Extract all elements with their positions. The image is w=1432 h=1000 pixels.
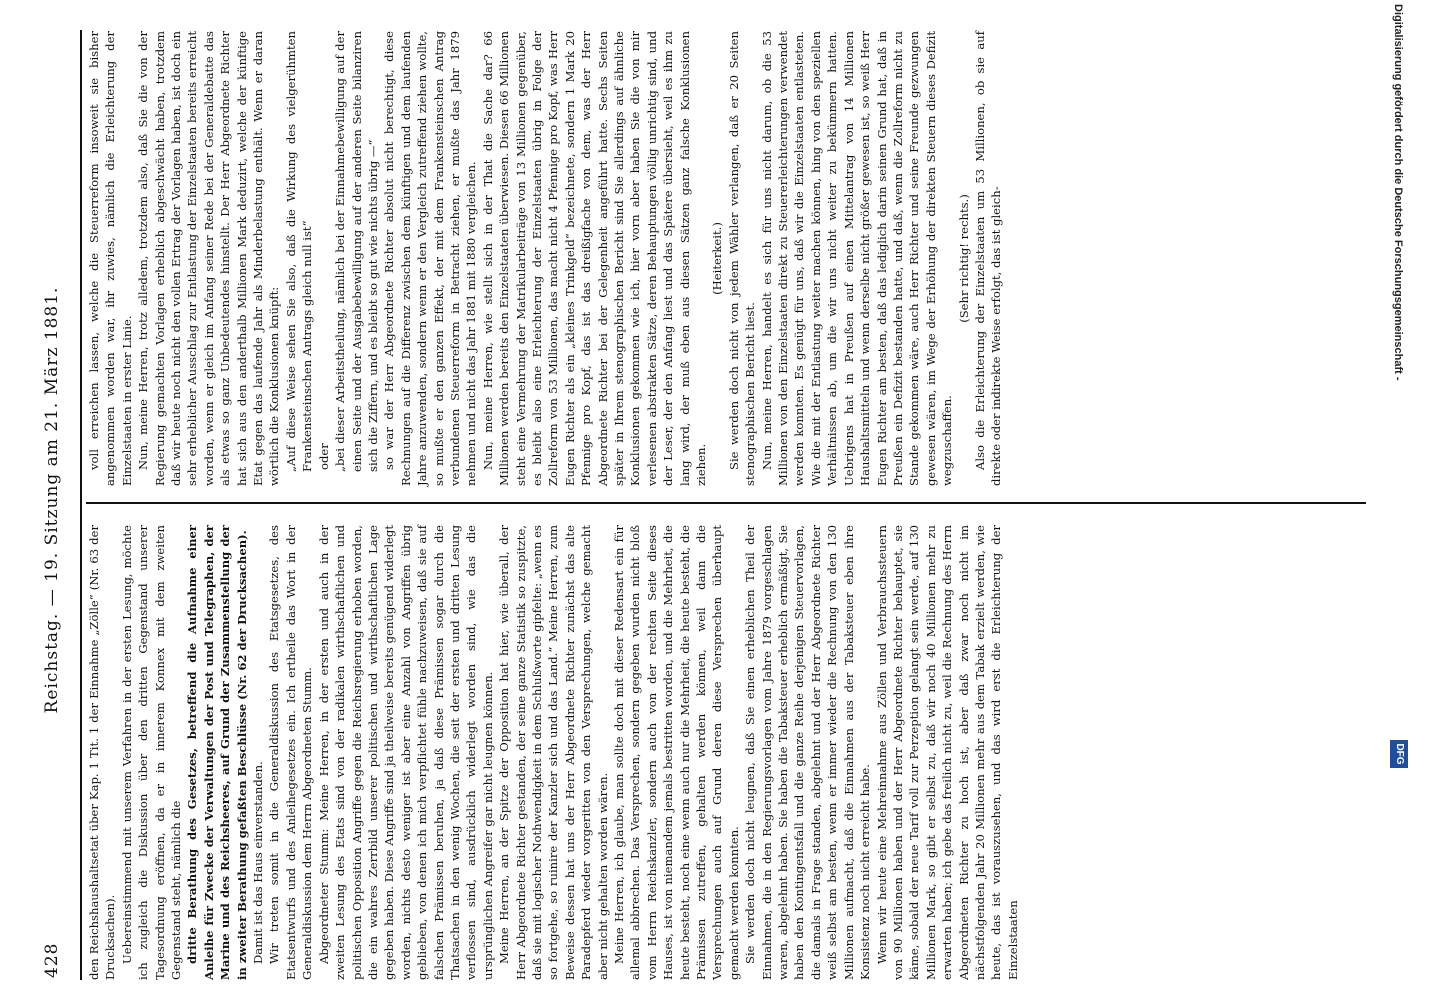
- paragraph: Sie werden doch nicht von jedem Wähler verlangen, daß er 20 Seiten stenographischen Bericht liest.: [726, 31, 758, 486]
- agenda-item: dritte Berathung des Gesetzes, betreffend die Aufnahme einer Anleihe für Zwecke der Verwaltungen der Post und Telegraphen, der Marine und des Reichsheeres, auf Grund der Zusammenstellung der in zweiter Berathung gefaßten Beschlüsse (Nr. 62 der Drucksachen).: [185, 525, 249, 980]
- running-title: Reichstag. — 19. Sitzung am 21. März 1881.: [42, 286, 62, 714]
- digitization-watermark: [1384, 0, 1432, 1000]
- interjection: (Heiterkeit.): [710, 222, 725, 295]
- quotation: „bei dieser Arbeitstheilung, nämlich bei der Einnahmebewilligung auf der einen Seite und der Ausgabebewilligung auf der anderen Seite bilanziren sich die Ziffern, und es bleibt so gut wie nichts übrig —“: [333, 31, 380, 472]
- left-column: [86, 525, 1020, 980]
- speech-paragraph: Sie werden doch nicht leugnen, daß Sie einen erheblichen Theil der Einnahmen, die in den Regierungsvorlagen vom Jahre 1879 vorgeschlagen waren, abgelehnt haben. Sie haben die Tabaksteuer erheblich ermäßigt, Sie haben den Kontingentsfall und die ganze Reihe derjenigen Steuervorlagen, die damals in Frage standen, abgelehnt und der Herr Abgeordnete Richter weiß selbst am besten, wenn er immer wieder die Rechnung von den 130 Millionen aufmacht, daß die Einnahmen aus der Tabaksteuer eben ihre Konsistenz noch nicht erreicht habe.: [743, 525, 873, 980]
- column-divider: [86, 503, 1366, 505]
- paragraph: Damit ist das Haus einverstanden.: [251, 761, 266, 964]
- paragraph: Nun, meine Herren, handelt es sich für uns nicht darum, ob die 53 Millionen von den Einzelstaaten direkt zu Steuererleichterungen verwendet werden konnten. Es genügt für uns, daß wir die Einzelstaaten entlasteten. Wie die mit der Entlastung weiter machen können, hing von den speziellen Verhältnissen ab, um die wir uns nicht weiter zu bekümmern hatten. Uebrigens hat in Preußen auf einen Mittelantrag von 14 Millionen Haushaltsmitteln und wenn derselbe nicht größer gewesen ist, so weiß Herr Eugen Richter am besten, daß das lediglich darin seinen Grund hat, daß in Preußen ein Defizit bestanden hatte, und daß, wenn die Zollreform nicht zu Stande gekommen wäre, auch Herr Richter und seine Freunde gezwungen gewesen wären, im Wege der Erhöhung der direkten Steuern dieses Defizit wegzuschaffen.: [759, 31, 955, 486]
- quotation: „Auf diese Weise sehen Sie also, daß die Wirkung des vielgerühmten Frankensteinschen Antrags gleich null ist“: [283, 31, 315, 472]
- paragraph: voll erreichen lassen, welche die Steuerreform insoweit sie bisher angenommen worden war, ihr zuwies, nämlich die Erleichterung der Einzelstaaten in erster Linie.: [87, 31, 134, 486]
- paragraph: Nun, meine Herren, trotz alledem, trotzdem also, daß Sie die von der Regierung gemachten Vorlagen erheblich abgeschwächt haben, trotzdem daß wir heute noch nicht den vollen Ertrag der Vorlagen haben, ist doch ein sehr erheblicher Ausschlag zur Entlastung der Einzelstaaten bereits erreicht worden, wenn er gleich im Anfang seiner Rede bei der Generaldebatte das als etwas so ganz Unbedeutendes hinstellt. Der Herr Abgeordnete Richter hat sich aus den anderthalb Millionen Mark deduzirt, welche der künftige Etat gegen das laufende Jahr als Minderbelastung enthält. Wenn er daran wörtlich die Konklusionen knüpft:: [136, 31, 282, 486]
- paragraph: oder: [316, 443, 331, 470]
- paragraph: Uebereinstimmend mit unserem Verfahren in der ersten Lesung, möchte ich zugleich die Diskussion über den dritten Gegenstand unserer Tagesordnung eröffnen, da er in innerem Konnex mit dem zweiten Gegenstand steht, nämlich die: [119, 525, 184, 980]
- paragraph: so war der Herr Abgeordnete Richter absolut nicht berechtigt, diese Rechnungen auf die Differenz zwischen dem künftigen und dem laufenden Jahre anzuwenden, sondern wenn er den Vergleich zutreffend ziehen wollte, so mußte er den ganzen Effekt, der mit dem Frankensteinschen Antrag verbundenen Steuerreform in Betracht ziehen, er mußte das Jahr 1879 nehmen und nicht das Jahr 1881 mit 1880 vergleichen.: [382, 31, 479, 486]
- page-header: [36, 0, 72, 1000]
- dfg-logo: DFG: [1390, 740, 1408, 768]
- paragraph: Also die Erleichterung der Einzelstaaten um 53 Millionen, ob sie auf direkte oder indirekte Weise erfolgt, das ist gleich-: [972, 31, 1004, 486]
- speech-paragraph: Wenn wir heute eine Mehreinnahme aus Zöllen und Verbrauchssteuern von 90 Millionen haben und der Herr Abgeordnete Richter behauptet, sie käme, sobald der neue Tarif voll zur Perzeption gelangt sein werde, auf 130 Millionen Mark, so gibt er selbst zu, daß wir noch 40 Millionen mehr zu erwarten haben; ich gebe das freilich nicht zu, weil die Rechnung des Herrn Abgeordneten Richter zu hoch ist, aber daß zwar noch nicht im nächstfolgenden Jahr 20 Millionen mehr aus dem Tabak erzielt werden, wie heute, das ist vorauszusehen, und das wird erst die Erleichterung der Einzelstaaten: [874, 525, 1020, 980]
- paragraph: den Reichshaushaltsetat über Kap. 1 Tit. 1 der Einnahme „Zölle“ (Nr. 63 der Drucksachen).: [87, 525, 118, 980]
- right-column: [86, 31, 1366, 486]
- speech-paragraph: Meine Herren, ich glaube, man sollte doch mit dieser Redensart ein für allemal abbrechen. Das Versprechen, sondern gegeben wurden nicht bloß vom Herrn Reichskanzler, sondern auch von der rechten Seite dieses Hauses, ist von niemandem jemals bestritten worden, und die Mehrheit, die heute besteht, noch eine wenn auch nur die Mehrheit, die heute besteht, die Prämissen zutreffen, gehalten werden können, weil dann die Versprechungen auch auf Grund deren diese Versprechen überhaupt gemacht werden konnten.: [612, 525, 741, 980]
- watermark-text: Digitalisierung gefördert durch die Deutsche Forschungsgemeinschaft -: [1392, 4, 1404, 381]
- header-rule: [80, 30, 82, 980]
- speech-paragraph: Abgeordneter Stumm: Meine Herren, in der ersten und auch in der zweiten Lesung des Etats sind von der radikalen wirthschaftlichen und politischen Opposition Angriffe gegen die Reichsregierung erhoben worden, die ein wahres Zerrbild unserer politischen und wirthschaftlichen Lage gegeben haben. Diese Angriffe sind ja theilweise bereits genügend widerlegt worden, nichts desto weniger ist aber eine Anzahl von Angriffen übrig geblieben, von denen ich mich verpflichtet fühle nachzuweisen, daß sie auf falschen Prämissen beruhen, ja daß diese Prämissen sogar durch die Thatsachen in den wenig Wochen, die seit der ersten und dritten Lesung verflossen sind, ausdrücklich widerlegt worden sind, wie das die ursprünglichen Angreifer gar nicht leugnen können.: [316, 525, 495, 980]
- speech-paragraph: Meine Herren, an der Spitze der Opposition hat hier, wie überall, der Herr Abgeordnete Richter gestanden, der seine ganze Statistik so zuspitzte, daß sie mit logischer Nothwendigkeit in dem Schlußworte gipfelte: „wenn es so fortgehe, so ruinire der Kanzler sich und das Land.“ Meine Herren, zum Beweise dessen hat uns der Herr Abgeordnete Richter zunächst das alte Paradepferd wieder vorgeritten von den Versprechungen, welche gemacht aber nicht gehalten worden wären.: [497, 525, 610, 980]
- paragraph: Nun, meine Herren, wie stellt sich in der That die Sache dar? 66 Millionen werden bereits den Einzelstaaten überwiesen. Diesen 66 Millionen steht eine Vermehrung der Matrikularbeiträge von 13 Millionen gegenüber, es bleibt also eine Erleichterung der Einzelstaaten übrig in Folge der Zollreform von 53 Millionen, das macht nicht 4 Pfennige pro Kopf, was Herr Eugen Richter als ein „kleines Trinkgeld“ bezeichnete, sondern 1 Mark 20 Pfennige pro Kopf, das ist das dreißigfache von dem, was der Herr Abgeordnete Richter bei der Gelegenheit angeführt hatte. Sechs Seiten später in Ihrem stenographischen Bericht sind Sie allerdings auf ähnliche Konklusionen gekommen wie ich, hier vorn aber haben Sie die von mir verlesenen abstrakten Sätze, deren Behauptungen völlig unrichtig sind, und der Leser, der den Anfang liest und das Spätere übersieht, weil es ihm zu lang wird, der muß eben aus diesen Sätzen ganz falsche Konklusionen ziehen.: [480, 31, 709, 486]
- interjection: (Sehr richtig! rechts.): [956, 194, 971, 323]
- page-number: 428: [42, 942, 62, 978]
- paragraph: Wir treten somit in die Generaldiskussion des Etatsgesetzes, des Etatsentwurfs und des Anleihegesetzes ein. Ich ertheile das Wort in der Generaldiskussion dem Herrn Abgeordneten Stumm.: [267, 525, 315, 980]
